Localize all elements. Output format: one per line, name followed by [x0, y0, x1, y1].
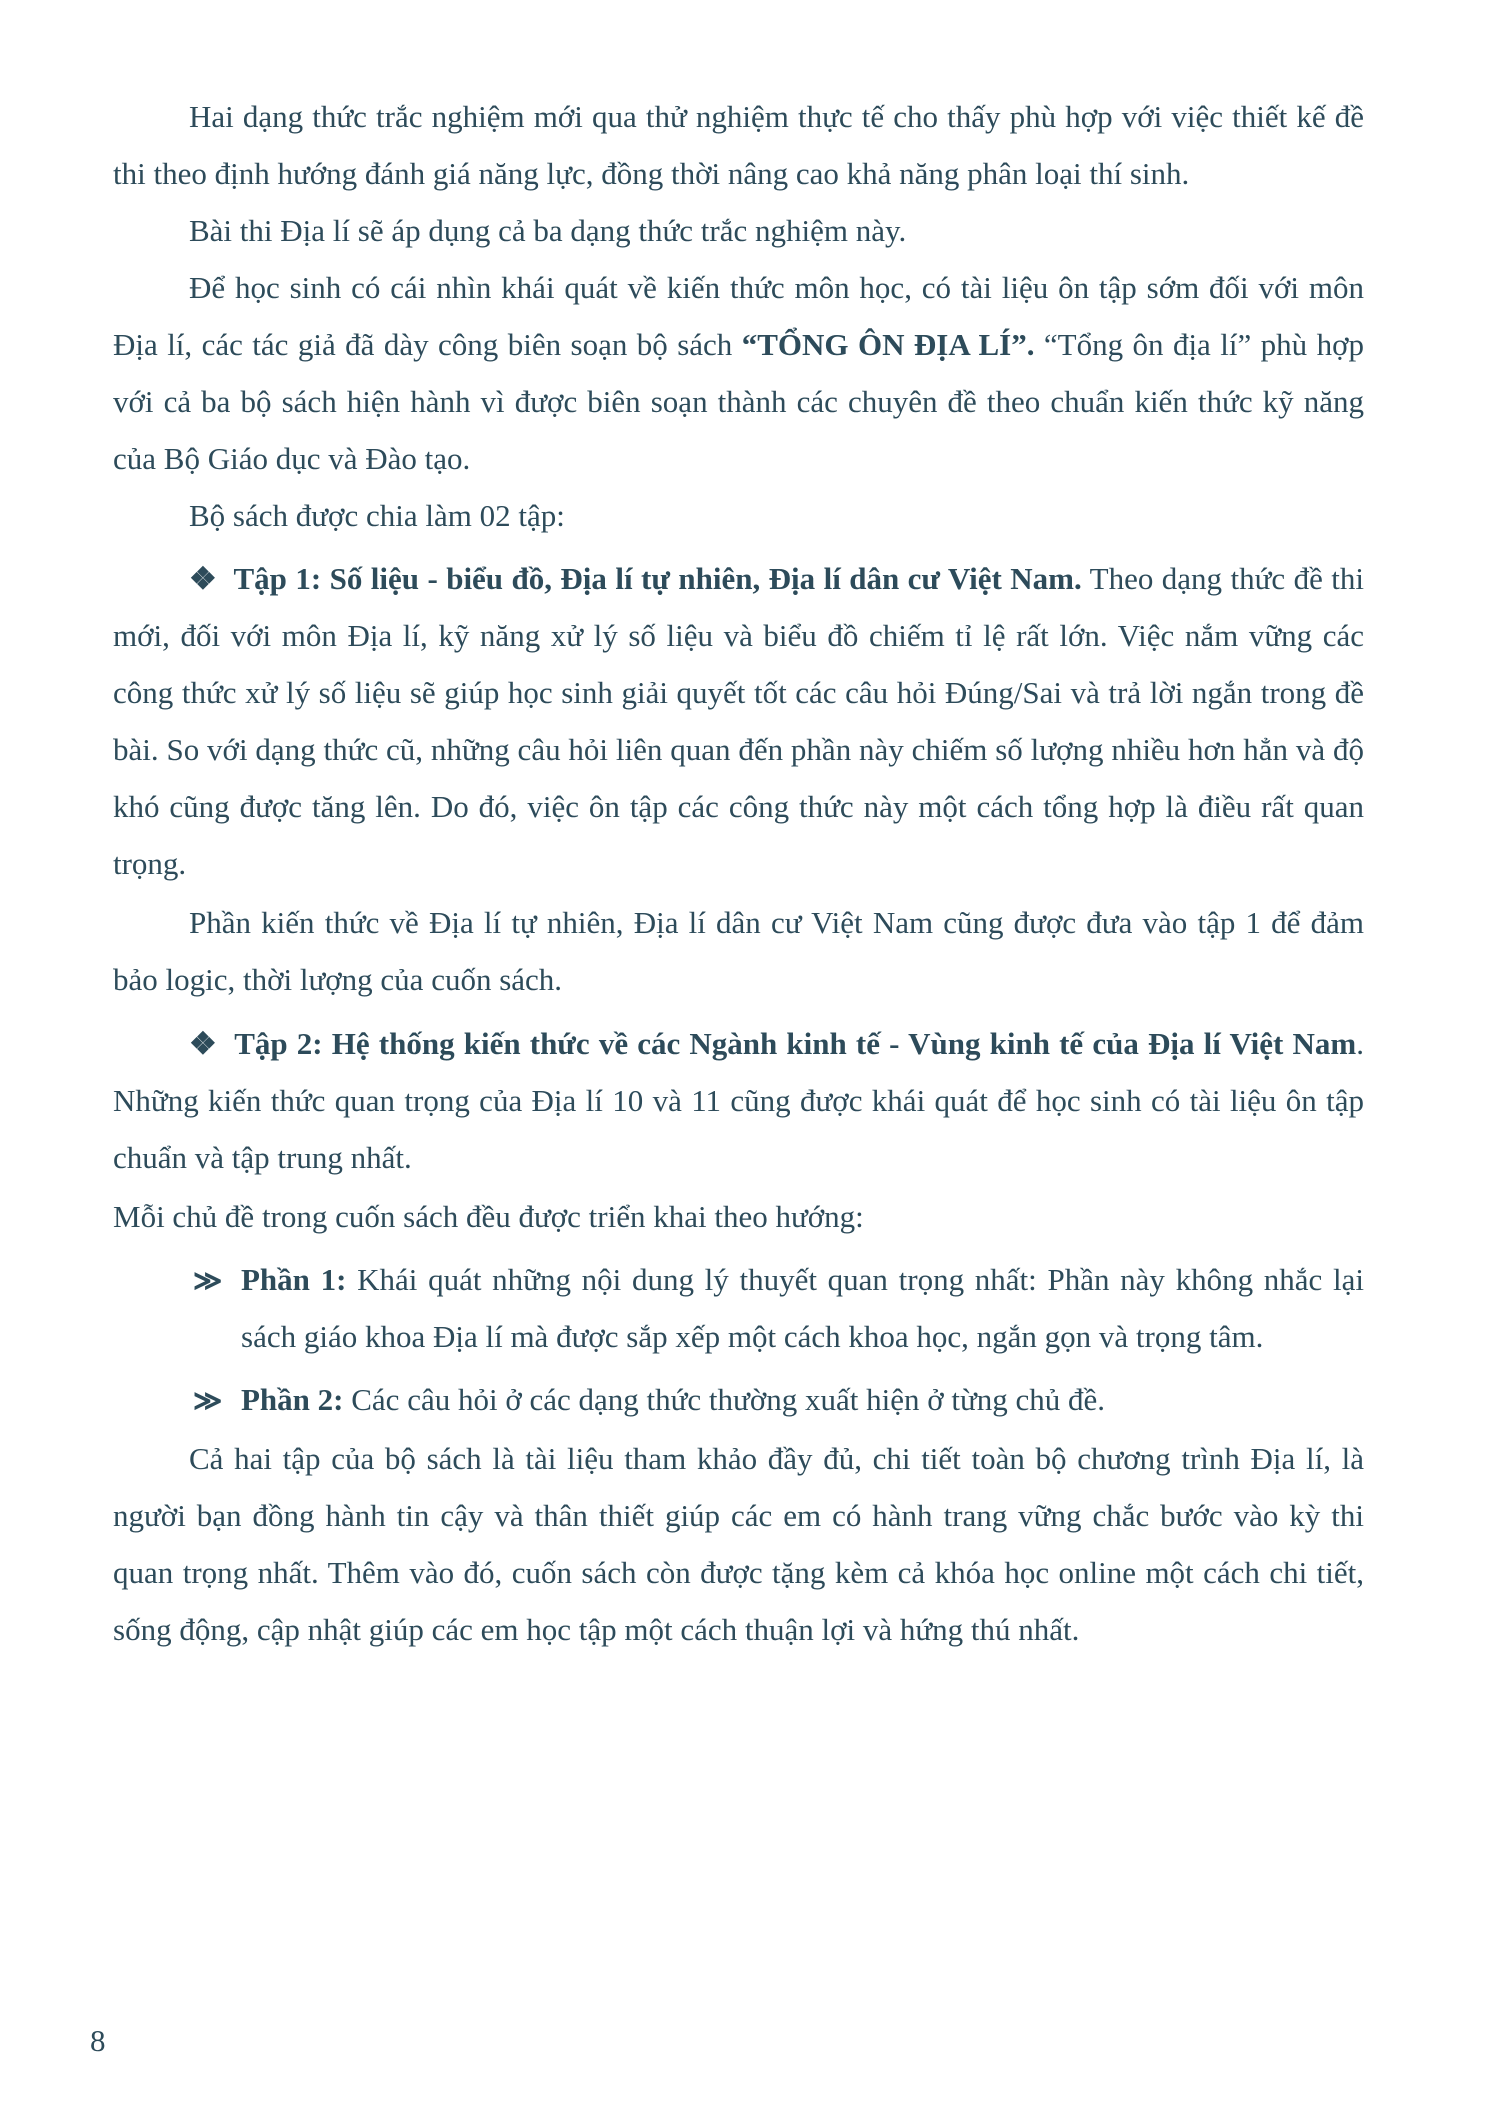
- bullet-item-diamond: [113, 1015, 1364, 1186]
- paragraph: [113, 202, 1364, 259]
- text-run: “Tổng ôn địa lí” phù hợp với cả ba bộ sách hiện hành vì được biên soạn thành các chuyên đề theo chuẩn kiến thức kỹ năng của Bộ Giáo dục và Đào tạo.: [113, 327, 1364, 477]
- paragraph: [113, 894, 1364, 1008]
- bullet-item-arrow: [113, 1371, 1364, 1428]
- text-run: Hai dạng thức trắc nghiệm mới qua thử nghiệm thực tế cho thấy phù hợp với việc thiết kế đề thi theo định hướng đánh giá năng lực, đồng thời nâng cao khả năng phân loại thí sinh.: [113, 99, 1364, 192]
- paragraph: [113, 88, 1364, 202]
- paragraph: [113, 259, 1364, 487]
- bold-text-run: Phần 2:: [241, 1381, 344, 1417]
- text-run: Mỗi chủ đề trong cuốn sách đều được triển khai theo hướng:: [113, 1198, 864, 1234]
- diamond-bullet-icon: ❖: [189, 561, 218, 597]
- bullet-item-diamond: [113, 550, 1364, 892]
- bullet-item-arrow: [113, 1251, 1364, 1365]
- text-run: Bộ sách được chia làm 02 tập:: [189, 498, 565, 534]
- text-run: Bài thi Địa lí sẽ áp dụng cả ba dạng thức trắc nghiệm này.: [189, 213, 907, 249]
- bold-text-run: “TỔNG ÔN ĐỊA LÍ”.: [741, 327, 1035, 363]
- bold-text-run: Tập 1: Số liệu - biểu đồ, Địa lí tự nhiên, Địa lí dân cư Việt Nam.: [233, 561, 1082, 597]
- text-run: Các câu hỏi ở các dạng thức thường xuất hiện ở từng chủ đề.: [343, 1381, 1106, 1417]
- bold-text-run: Phần 1:: [241, 1261, 347, 1297]
- page-number: 8: [90, 2023, 106, 2058]
- bold-text-run: Tập 2: Hệ thống kiến thức về các Ngành kinh tế - Vùng kinh tế của Địa lí Việt Nam: [234, 1025, 1357, 1061]
- paragraph: [113, 1188, 1364, 1245]
- text-run: Theo dạng thức đề thi mới, đối với môn Địa lí, kỹ năng xử lý số liệu và biểu đồ chiếm tỉ lệ rất lớn. Việc nắm vững các công thức xử lý số liệu sẽ giúp học sinh giải quyết tốt các câu hỏi Đúng/Sai và trả lời ngắn trong đề bài. So với dạng thức cũ, những câu hỏi liên quan đến phần này chiếm số lượng nhiều hơn hẳn và độ khó cũng được tăng lên. Do đó, việc ôn tập các công thức này một cách tổng hợp là điều rất quan trọng.: [113, 561, 1364, 882]
- diamond-bullet-icon: ❖: [189, 1025, 219, 1061]
- arrow-bullet-icon: ≫: [193, 1385, 223, 1417]
- text-run: Phần kiến thức về Địa lí tự nhiên, Địa lí dân cư Việt Nam cũng được đưa vào tập 1 để đảm bảo logic, thời lượng của cuốn sách.: [113, 905, 1364, 998]
- text-run: Cả hai tập của bộ sách là tài liệu tham khảo đầy đủ, chi tiết toàn bộ chương trình Địa lí, là người bạn đồng hành tin cậy và thân thiết giúp các em có hành trang vững chắc bước vào kỳ thi quan trọng nhất. Thêm vào đó, cuốn sách còn được tặng kèm cả khóa học online một cách chi tiết, sống động, cập nhật giúp các em học tập một cách thuận lợi và hứng thú nhất.: [113, 1440, 1364, 1647]
- text-run: . Những kiến thức quan trọng của Địa lí 10 và 11 cũng được khái quát để học sinh có tài liệu ôn tập chuẩn và tập trung nhất.: [113, 1025, 1364, 1175]
- paragraph: [113, 487, 1364, 544]
- text-run: Để học sinh có cái nhìn khái quát về kiến thức môn học, có tài liệu ôn tập sớm đối với môn Địa lí, các tác giả đã dày công biên soạn bộ sách: [113, 270, 1364, 363]
- arrow-bullet-icon: ≫: [193, 1265, 223, 1297]
- text-run: Khái quát những nội dung lý thuyết quan trọng nhất: Phần này không nhắc lại sách giáo khoa Địa lí mà được sắp xếp một cách khoa học, ngắn gọn và trọng tâm.: [241, 1261, 1364, 1354]
- paragraph: [113, 1430, 1364, 1658]
